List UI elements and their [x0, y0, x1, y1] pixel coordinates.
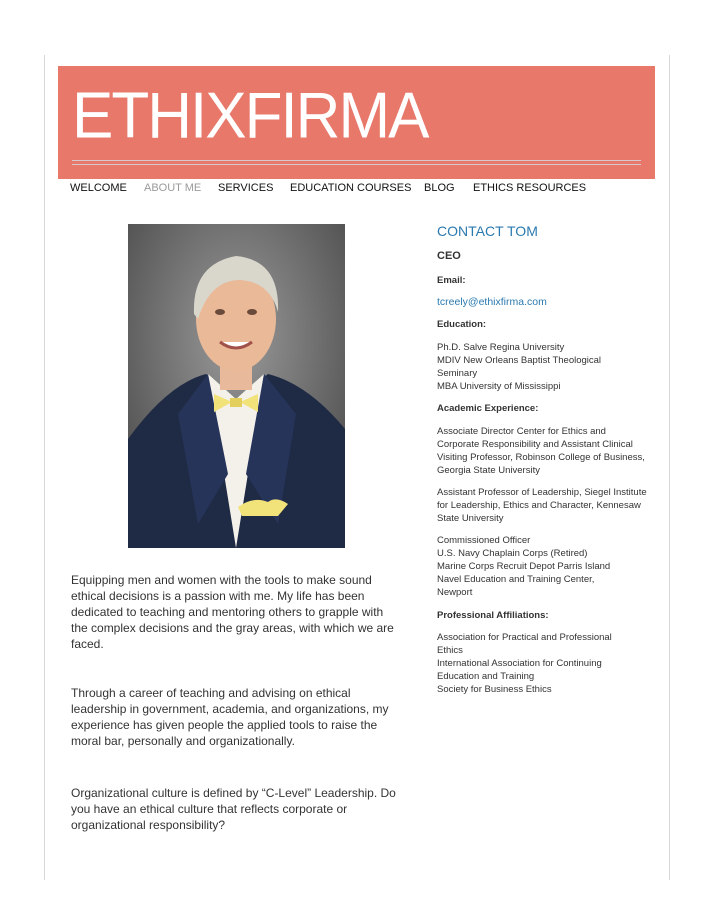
affiliations-label: Professional Affiliations: — [437, 610, 549, 621]
role-title: CEO — [437, 250, 461, 262]
affiliation-item: Society for Business Ethics — [437, 684, 552, 695]
education-item: MBA University of Mississippi — [437, 381, 561, 392]
affiliation-item: Association for Practical and Professional Ethics — [437, 632, 612, 656]
email-label: Email: — [437, 275, 466, 286]
education-label: Education: — [437, 319, 487, 330]
culture-paragraph: Organizational culture is defined by “C-Level” Leadership. Do you have an ethical culture that reflects corporate or organizational responsibility? — [71, 786, 396, 832]
site-logo[interactable]: ETHIXFIRMA — [72, 80, 428, 153]
email-link[interactable]: tcreely@ethixfirma.com — [437, 296, 547, 308]
page-border-left — [44, 55, 45, 880]
nav-item-welcome[interactable]: WELCOME — [70, 182, 127, 194]
nav-item-ethics-resources[interactable]: ETHICS RESOURCES — [473, 182, 587, 194]
nav-item-services[interactable]: SERVICES — [218, 182, 274, 194]
portrait-illustration — [128, 224, 345, 548]
academic-item: Marine Corps Recruit Depot Parris Island — [437, 561, 611, 572]
education-item: Ph.D. Salve Regina University — [437, 342, 565, 353]
banner-divider — [72, 160, 641, 161]
header-banner — [58, 66, 655, 179]
profile-photo — [128, 224, 345, 548]
academic-item: Assistant Professor of Leadership, Siegel Institute for Leadership, Ethics and Character, Kennesaw State University — [437, 487, 647, 524]
academic-item: U.S. Navy Chaplain Corps (Retired) — [437, 548, 588, 559]
career-paragraph: Through a career of teaching and advising on ethical leadership in government, academia, and organizations, my experience has given people the applied tools to raise the moral bar, personally and organizationally. — [71, 686, 389, 748]
intro-paragraph: Equipping men and women with the tools to make sound ethical decisions is a passion with me. My life has been dedicated to teaching and mentoring others to grapple with the complex decisions and the gray areas, with which we are faced. — [71, 573, 394, 651]
academic-item: Commissioned Officer — [437, 535, 531, 546]
nav-item-about-me[interactable]: ABOUT ME — [144, 182, 202, 194]
academic-item: Associate Director Center for Ethics and Corporate Responsibility and Assistant Clinical Visiting Professor, Robinson College of Business, Georgia State University — [437, 426, 645, 476]
affiliation-item: International Association for Continuing Education and Training — [437, 658, 602, 682]
academic-label: Academic Experience: — [437, 403, 539, 414]
education-item: MDIV New Orleans Baptist Theological Seminary — [437, 355, 602, 379]
nav-item-education-courses[interactable]: EDUCATION COURSES — [290, 182, 412, 194]
academic-item: Navel Education and Training Center, Newport — [437, 574, 595, 598]
nav-item-blog[interactable]: BLOG — [424, 182, 455, 194]
page-border-right — [669, 55, 670, 880]
banner-divider — [72, 164, 641, 165]
contact-heading: CONTACT TOM — [437, 223, 538, 239]
